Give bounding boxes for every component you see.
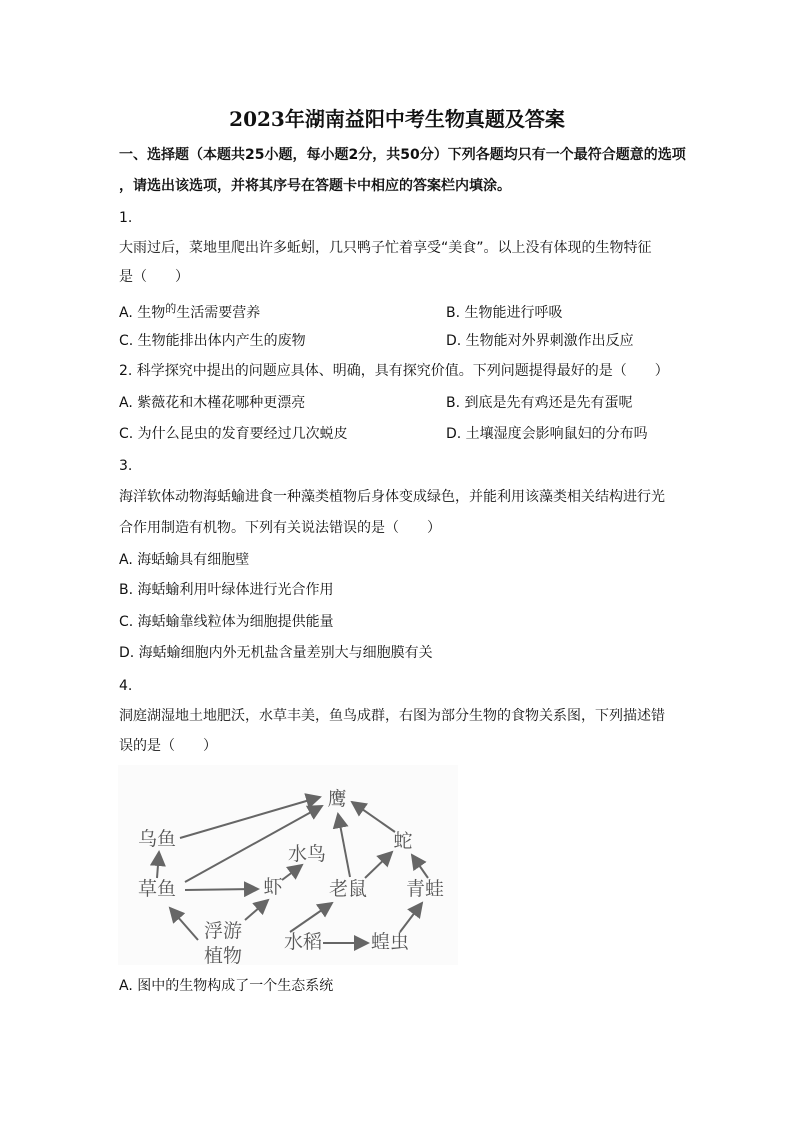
q2-option-a: A. 紫薇花和木槿花哪种更漂亮 <box>119 395 306 411</box>
q1-option-b: B. 生物能进行呼吸 <box>446 305 563 321</box>
q3-option-b: B. 海蛞蝓利用叶绿体进行光合作用 <box>119 582 334 598</box>
q3-option-c: C. 海蛞蝓靠线粒体为细胞提供能量 <box>119 614 334 630</box>
node-mouse: 老鼠 <box>328 878 368 900</box>
q4-option-a: A. 图中的生物构成了一个生态系统 <box>119 978 334 994</box>
section-instructions-line2: ，请选出该选项，并将其序号在答题卡中相应的答案栏内填涂。 <box>119 178 511 194</box>
node-locust: 蝗虫 <box>370 931 410 953</box>
q1-stem-2: 是（ ） <box>119 269 189 285</box>
q3-number: 3. <box>119 458 133 474</box>
node-snake: 蛇 <box>393 830 413 852</box>
q1-option-a-pre: A. 生物 <box>119 305 166 321</box>
node-shuiniao: 水鸟 <box>287 843 327 865</box>
q2-option-d: D. 土壤湿度会影响鼠妇的分布吗 <box>446 426 648 442</box>
q1-option-a <box>119 303 260 324</box>
node-plankton-1: 浮游 <box>203 920 243 942</box>
q3-stem-2: 合作用制造有机物。下列有关说法错误的是（ ） <box>119 520 441 536</box>
q1-option-d: D. 生物能对外界刺激作出反应 <box>446 333 634 349</box>
q4-number: 4. <box>119 678 133 694</box>
node-shrimp: 虾 <box>263 876 283 898</box>
node-rice: 水稻 <box>283 931 323 953</box>
q3-option-a: A. 海蛞蝓具有细胞壁 <box>119 552 250 568</box>
arrow-caoyu-shrimp <box>185 889 258 890</box>
page-title: 2023年湖南益阳中考生物真题及答案 <box>229 107 565 131</box>
q2-option-c: C. 为什么昆虫的发育要经过几次蜕皮 <box>119 426 348 442</box>
q2-stem: 2. 科学探究中提出的问题应具体、明确，具有探究价值。下列问题提得最好的是（ ） <box>119 363 669 379</box>
q3-option-d: D. 海蛞蝓细胞内外无机盐含量差别大与细胞膜有关 <box>119 645 433 661</box>
q1-option-a-sup: 的 <box>165 302 177 315</box>
q1-option-c: C. 生物能排出体内产生的废物 <box>119 333 306 349</box>
food-web-figure <box>110 760 460 970</box>
q3-stem-1: 海洋软体动物海蛞蝓进食一种藻类植物后身体变成绿色，并能利用该藻类相关结构进行光 <box>119 489 665 505</box>
q1-number: 1. <box>119 210 133 226</box>
node-frog: 青蛙 <box>405 878 445 900</box>
q2-option-b: B. 到底是先有鸡还是先有蛋呢 <box>446 395 633 411</box>
node-caoyu: 草鱼 <box>137 878 177 900</box>
node-eagle: 鹰 <box>327 788 347 810</box>
node-wuyu: 乌鱼 <box>137 828 177 850</box>
q1-option-a-post: 生活需要营养 <box>176 305 261 321</box>
q4-stem-2: 误的是（ ） <box>119 738 217 754</box>
q4-stem-1: 洞庭湖湿地土地肥沃，水草丰美，鱼鸟成群，右图为部分生物的食物关系图，下列描述错 <box>119 708 665 724</box>
q1-stem-1: 大雨过后，菜地里爬出许多蚯蚓，几只鸭子忙着享受“美食”。以上没有体现的生物特征 <box>119 240 652 256</box>
node-plankton-2: 植物 <box>203 945 243 967</box>
section-instructions-line1: 一、选择题（本题共25小题，每小题2分，共50分）下列各题均只有一个最符合题意的选项 <box>119 147 686 163</box>
